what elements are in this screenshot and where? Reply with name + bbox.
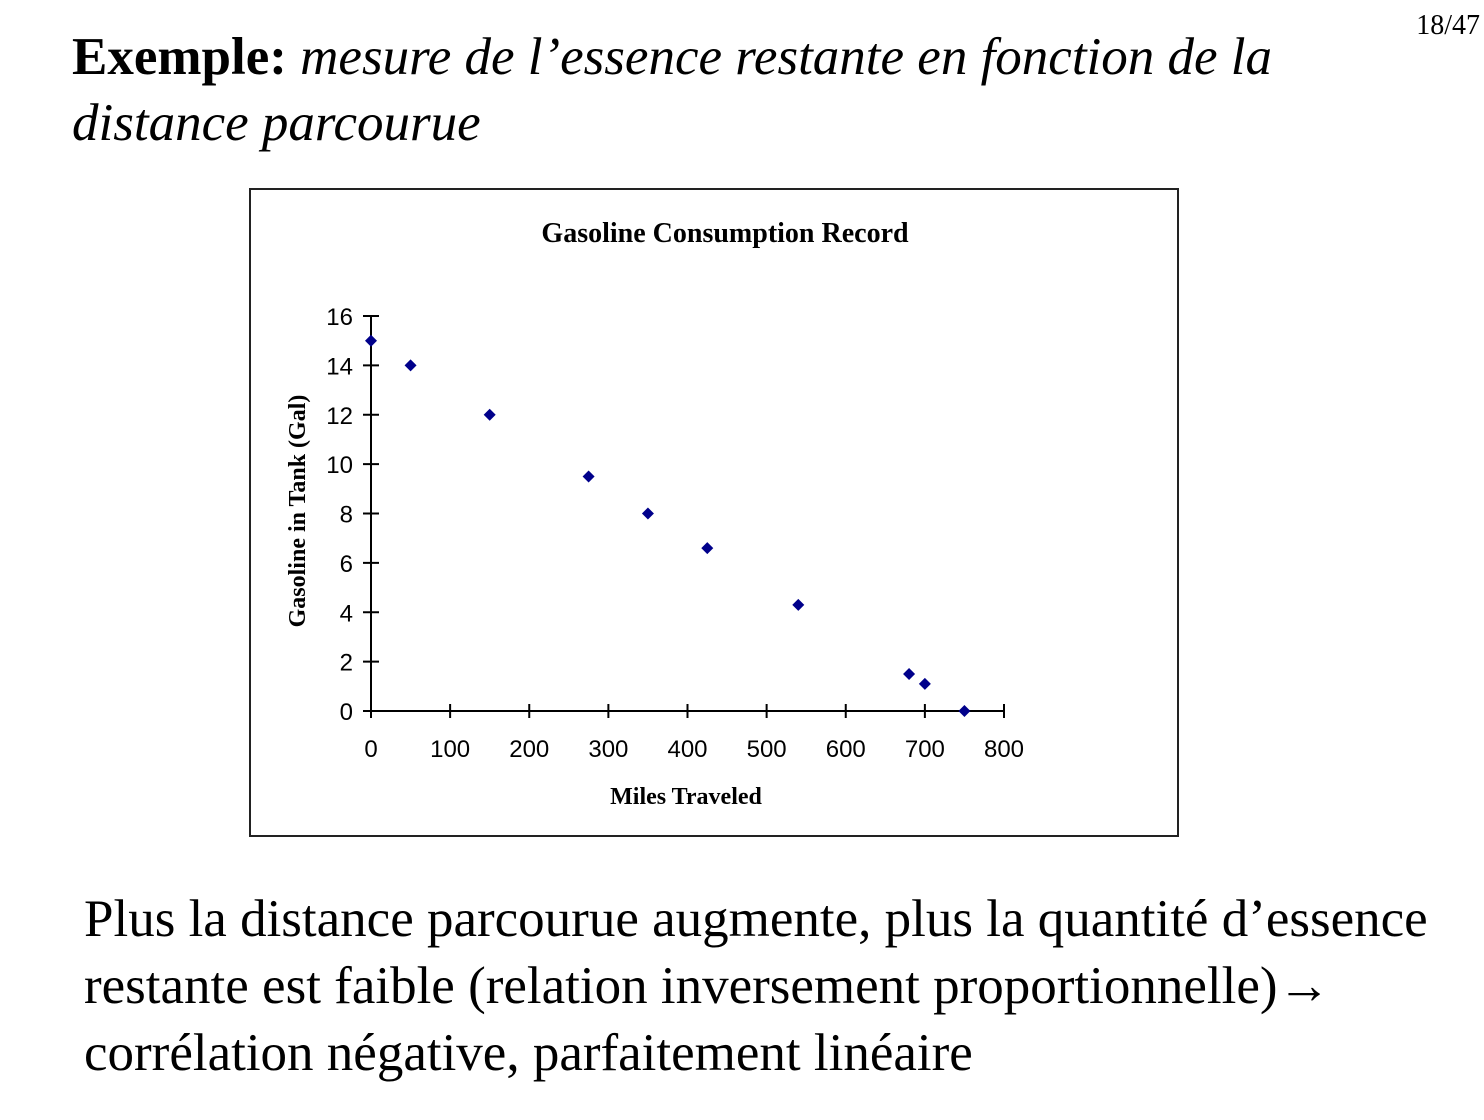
- x-tick-label: 0: [364, 736, 378, 763]
- body-text: [84, 886, 1464, 1087]
- data-point: [365, 335, 377, 347]
- data-point: [792, 599, 804, 611]
- x-axis-title: Miles Traveled: [610, 784, 762, 810]
- y-tick-label: 6: [339, 550, 353, 578]
- x-axis: [364, 704, 1024, 763]
- data-point: [958, 705, 970, 717]
- y-tick-label: 12: [326, 402, 353, 430]
- data-point: [642, 508, 654, 520]
- x-tick-label: 700: [904, 736, 945, 763]
- y-axis-title: Gasoline in Tank (Gal): [285, 394, 311, 628]
- data-point: [701, 542, 713, 554]
- slide-title: [72, 24, 1402, 156]
- y-tick-label: 0: [339, 699, 353, 726]
- y-tick-label: 16: [326, 304, 353, 331]
- x-tick-label: 200: [509, 736, 550, 763]
- scatter-chart: [251, 190, 1177, 835]
- body-text-part1: Plus la distance parcourue augmente, plus la quantité d’essence restante est faible (relation inversement proportionnelle): [84, 890, 1428, 1015]
- x-tick-label: 400: [667, 736, 708, 763]
- x-tick-label: 100: [430, 736, 471, 763]
- page-number: 18/47: [1416, 10, 1480, 41]
- data-point: [583, 470, 595, 482]
- chart-title: Gasoline Consumption Record: [541, 218, 909, 249]
- body-text-part2: corrélation négative, parfaitement linéaire: [84, 1024, 973, 1082]
- title-rest: mesure de l’essence restante en fonction de la distance parcourue: [72, 28, 1273, 152]
- x-tick-label: 600: [825, 736, 866, 763]
- chart-frame: [249, 188, 1179, 837]
- title-lead: Exemple:: [72, 28, 287, 86]
- y-axis: [326, 304, 379, 726]
- arrow-icon: →: [1277, 957, 1331, 1015]
- x-tick-label: 800: [983, 736, 1025, 763]
- x-tick-label: 300: [588, 736, 629, 763]
- data-points: [365, 335, 970, 717]
- y-tick-label: 14: [326, 353, 353, 381]
- x-tick-label: 500: [746, 736, 787, 763]
- data-point: [484, 409, 496, 421]
- data-point: [903, 668, 915, 680]
- data-point: [919, 678, 931, 690]
- y-tick-label: 2: [339, 649, 353, 677]
- data-point: [405, 359, 417, 371]
- y-tick-label: 10: [326, 452, 353, 480]
- y-tick-label: 8: [339, 501, 353, 529]
- y-tick-label: 4: [339, 600, 353, 628]
